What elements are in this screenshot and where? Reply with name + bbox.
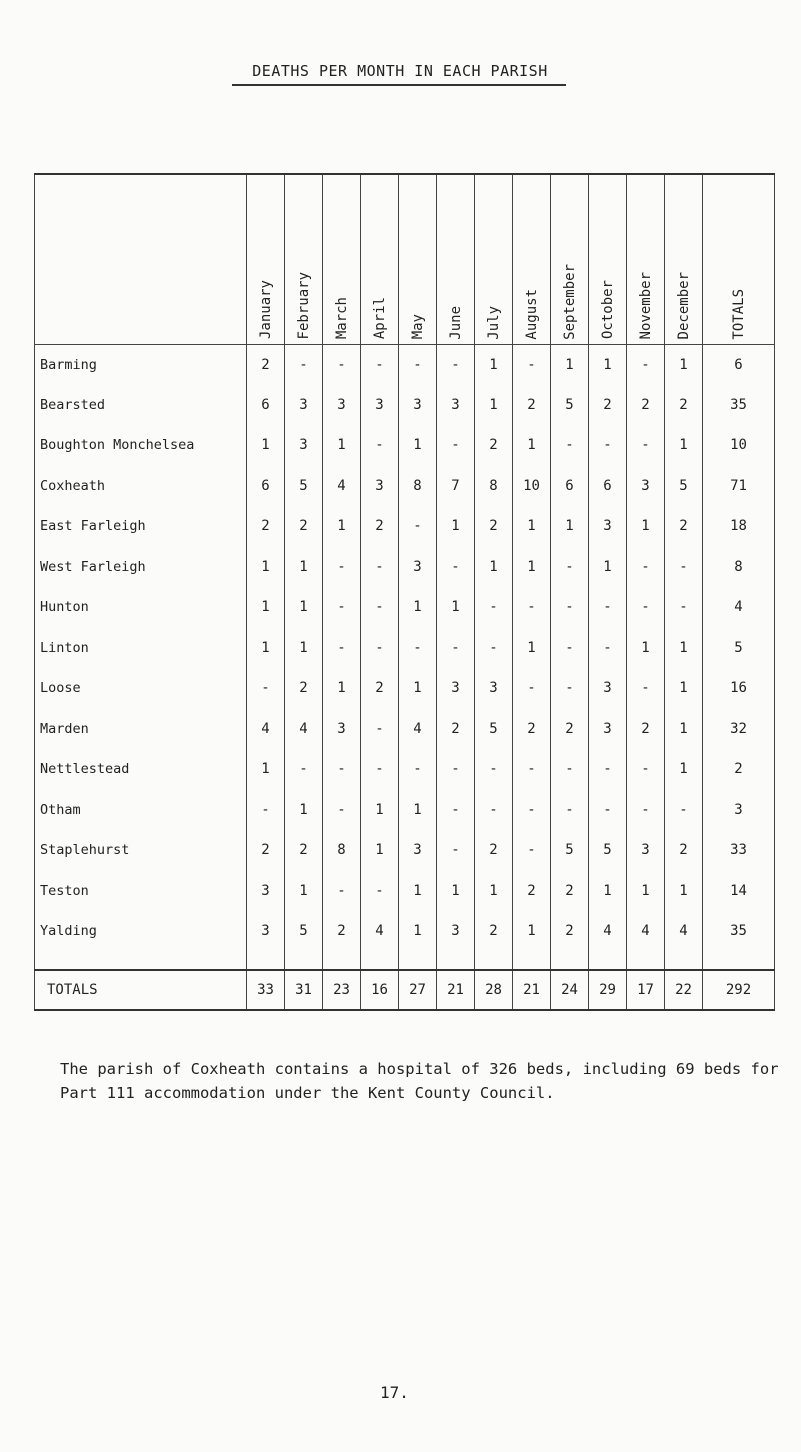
page-number: 17. (380, 1383, 409, 1402)
death-count: - (399, 749, 437, 790)
spacer-cell (437, 952, 475, 970)
death-count: 1 (551, 344, 589, 385)
death-count: 3 (437, 385, 475, 426)
death-count: - (475, 628, 513, 669)
table-row (35, 587, 775, 628)
death-count: 1 (247, 425, 285, 466)
spacer-cell (551, 952, 589, 970)
page-title: DEATHS PER MONTH IN EACH PARISH (252, 62, 548, 80)
death-count: 1 (323, 668, 361, 709)
death-count: 1 (589, 547, 627, 588)
death-count: 4 (627, 911, 665, 952)
death-count: - (551, 425, 589, 466)
death-count: - (551, 547, 589, 588)
death-count: 4 (361, 911, 399, 952)
death-count: - (323, 749, 361, 790)
death-count: - (437, 547, 475, 588)
death-count: 1 (285, 790, 323, 831)
death-count: 2 (513, 385, 551, 426)
header-january (247, 174, 285, 344)
month-total: 21 (437, 970, 475, 1010)
column-label: November (637, 272, 654, 340)
table-row (35, 385, 775, 426)
death-count: 1 (399, 911, 437, 952)
death-count: - (551, 749, 589, 790)
death-count: 6 (589, 466, 627, 507)
death-count: 1 (247, 749, 285, 790)
death-count: 3 (399, 385, 437, 426)
death-count: 2 (285, 830, 323, 871)
table-row (35, 709, 775, 750)
header-april (361, 174, 399, 344)
death-count: - (627, 344, 665, 385)
header-july (475, 174, 513, 344)
death-count: 3 (627, 466, 665, 507)
death-count: 4 (399, 709, 437, 750)
death-count: - (513, 790, 551, 831)
spacer-cell (247, 952, 285, 970)
death-count: 1 (513, 425, 551, 466)
death-count: - (399, 506, 437, 547)
header-totals (703, 174, 775, 344)
death-count: 2 (627, 385, 665, 426)
death-count: - (323, 790, 361, 831)
death-count: - (361, 749, 399, 790)
parish-name: Loose (35, 668, 247, 709)
death-count: 1 (285, 871, 323, 912)
death-count: 1 (361, 830, 399, 871)
death-count: 3 (475, 668, 513, 709)
table-row (35, 668, 775, 709)
death-count: - (247, 790, 285, 831)
death-count: - (627, 790, 665, 831)
death-count: 1 (437, 587, 475, 628)
death-count: 1 (513, 506, 551, 547)
death-count: - (361, 587, 399, 628)
death-count: - (627, 425, 665, 466)
death-count: 3 (589, 709, 627, 750)
death-count: 1 (399, 587, 437, 628)
death-count: 2 (475, 506, 513, 547)
death-count: 4 (285, 709, 323, 750)
death-count: 5 (589, 830, 627, 871)
footnote: The parish of Coxheath contains a hospital of 326 beds, including 69 beds for Part 111 accommodation under the Kent County Council. (60, 1060, 779, 1102)
parish-name: Yalding (35, 911, 247, 952)
death-count: 1 (399, 790, 437, 831)
column-label: October (599, 280, 616, 340)
death-count: 1 (437, 871, 475, 912)
death-count: 1 (247, 628, 285, 669)
death-count: 5 (285, 466, 323, 507)
parish-name: Staplehurst (35, 830, 247, 871)
death-count: - (437, 790, 475, 831)
death-count: 3 (361, 385, 399, 426)
spacer-cell (513, 952, 551, 970)
death-count: - (513, 344, 551, 385)
totals-row (35, 970, 775, 1010)
death-count: 2 (551, 871, 589, 912)
death-count: - (323, 547, 361, 588)
column-label: March (333, 297, 350, 340)
row-total: 18 (703, 506, 775, 547)
death-count: 2 (475, 911, 513, 952)
death-count: 10 (513, 466, 551, 507)
death-count: 4 (247, 709, 285, 750)
death-count: 7 (437, 466, 475, 507)
death-count: - (437, 830, 475, 871)
month-total: 33 (247, 970, 285, 1010)
column-label: January (257, 280, 274, 340)
table-row (35, 506, 775, 547)
death-count: 1 (361, 790, 399, 831)
month-total: 29 (589, 970, 627, 1010)
death-count: - (513, 668, 551, 709)
header-october (589, 174, 627, 344)
death-count: 3 (361, 466, 399, 507)
death-count: 4 (665, 911, 703, 952)
row-total: 3 (703, 790, 775, 831)
parish-name: Boughton Monchelsea (35, 425, 247, 466)
death-count: 2 (627, 709, 665, 750)
month-total: 23 (323, 970, 361, 1010)
death-count: 2 (285, 506, 323, 547)
row-total: 35 (703, 385, 775, 426)
table-row (35, 830, 775, 871)
grand-total: 292 (703, 970, 775, 1010)
header-row (35, 174, 775, 344)
death-count: - (475, 587, 513, 628)
month-total: 28 (475, 970, 513, 1010)
header-march (323, 174, 361, 344)
parish-name: Hunton (35, 587, 247, 628)
death-count: - (361, 547, 399, 588)
death-count: 1 (665, 749, 703, 790)
death-count: - (589, 628, 627, 669)
row-total: 32 (703, 709, 775, 750)
death-count: 1 (247, 547, 285, 588)
death-count: - (665, 547, 703, 588)
spacer-cell (35, 952, 247, 970)
death-count: - (437, 628, 475, 669)
death-count: 4 (589, 911, 627, 952)
death-count: 1 (589, 871, 627, 912)
death-count: - (589, 790, 627, 831)
death-count: - (589, 749, 627, 790)
death-count: 2 (247, 344, 285, 385)
spacer-cell (399, 952, 437, 970)
death-count: - (437, 344, 475, 385)
death-count: - (627, 668, 665, 709)
column-label: June (447, 305, 464, 340)
death-count: 1 (513, 628, 551, 669)
death-count: 3 (399, 547, 437, 588)
parish-name: East Farleigh (35, 506, 247, 547)
death-count: 1 (323, 425, 361, 466)
death-count: 2 (589, 385, 627, 426)
death-count: - (323, 871, 361, 912)
death-count: 5 (551, 385, 589, 426)
header-may (399, 174, 437, 344)
death-count: 6 (247, 466, 285, 507)
death-count: 5 (551, 830, 589, 871)
death-count: - (627, 587, 665, 628)
parish-name: Linton (35, 628, 247, 669)
table-row (35, 547, 775, 588)
parish-name: Coxheath (35, 466, 247, 507)
death-count: 1 (323, 506, 361, 547)
row-total: 5 (703, 628, 775, 669)
row-total: 16 (703, 668, 775, 709)
death-count: 1 (551, 506, 589, 547)
row-total: 14 (703, 871, 775, 912)
death-count: 1 (665, 709, 703, 750)
death-count: 1 (665, 425, 703, 466)
death-count: - (361, 709, 399, 750)
death-count: - (551, 790, 589, 831)
column-label: September (561, 263, 578, 340)
parish-name: Teston (35, 871, 247, 912)
death-count: 3 (285, 425, 323, 466)
death-count: 1 (627, 506, 665, 547)
death-count: 4 (323, 466, 361, 507)
death-count: 8 (323, 830, 361, 871)
death-count: 2 (665, 385, 703, 426)
death-count: - (361, 628, 399, 669)
death-count: - (475, 749, 513, 790)
header-december (665, 174, 703, 344)
table-row (35, 344, 775, 385)
death-count: 2 (475, 425, 513, 466)
death-count: 1 (665, 668, 703, 709)
parish-name: Barming (35, 344, 247, 385)
death-count: - (551, 668, 589, 709)
death-count: - (513, 830, 551, 871)
death-count: - (627, 547, 665, 588)
table-row (35, 466, 775, 507)
column-label: TOTALS (730, 288, 747, 340)
death-count: 1 (285, 547, 323, 588)
death-count: 2 (247, 830, 285, 871)
death-count: - (323, 628, 361, 669)
header-february (285, 174, 323, 344)
spacer-cell (285, 952, 323, 970)
death-count: 1 (247, 587, 285, 628)
month-total: 22 (665, 970, 703, 1010)
column-label: August (523, 288, 540, 340)
death-count: 1 (437, 506, 475, 547)
death-count: 3 (437, 668, 475, 709)
death-count: - (513, 749, 551, 790)
death-count: 8 (475, 466, 513, 507)
title-underline (232, 84, 566, 86)
row-total: 10 (703, 425, 775, 466)
table-row (35, 628, 775, 669)
death-count: 1 (399, 425, 437, 466)
header-november (627, 174, 665, 344)
death-count: - (323, 587, 361, 628)
death-count: 1 (475, 344, 513, 385)
death-count: 8 (399, 466, 437, 507)
table-row (35, 871, 775, 912)
spacer-cell (361, 952, 399, 970)
death-count: - (551, 587, 589, 628)
spacer-row (35, 952, 775, 970)
spacer-cell (589, 952, 627, 970)
death-count: 5 (665, 466, 703, 507)
death-count: 3 (399, 830, 437, 871)
death-count: 6 (551, 466, 589, 507)
death-count: 1 (513, 911, 551, 952)
row-total: 8 (703, 547, 775, 588)
death-count: 2 (513, 709, 551, 750)
row-total: 4 (703, 587, 775, 628)
spacer-cell (665, 952, 703, 970)
death-count: 2 (247, 506, 285, 547)
spacer-cell (323, 952, 361, 970)
deaths-table (34, 173, 775, 1011)
death-count: - (551, 628, 589, 669)
death-count: - (399, 628, 437, 669)
row-total: 6 (703, 344, 775, 385)
death-count: - (361, 871, 399, 912)
header-june (437, 174, 475, 344)
death-count: 5 (475, 709, 513, 750)
column-label: February (295, 272, 312, 340)
row-total: 35 (703, 911, 775, 952)
death-count: 2 (361, 506, 399, 547)
row-total: 2 (703, 749, 775, 790)
totals-label: TOTALS (35, 970, 247, 1010)
death-count: - (513, 587, 551, 628)
death-count: 3 (247, 871, 285, 912)
column-label: July (485, 305, 502, 340)
death-count: - (247, 668, 285, 709)
death-count: - (475, 790, 513, 831)
month-total: 17 (627, 970, 665, 1010)
death-count: 2 (551, 709, 589, 750)
table-row (35, 790, 775, 831)
death-count: 1 (665, 628, 703, 669)
column-label: May (409, 314, 426, 340)
death-count: - (285, 749, 323, 790)
death-count: 1 (475, 871, 513, 912)
death-count: - (361, 425, 399, 466)
death-count: 1 (627, 871, 665, 912)
death-count: - (285, 344, 323, 385)
death-count: 2 (513, 871, 551, 912)
death-count: 1 (399, 871, 437, 912)
death-count: - (323, 344, 361, 385)
death-count: 3 (285, 385, 323, 426)
death-count: 3 (589, 668, 627, 709)
month-total: 21 (513, 970, 551, 1010)
death-count: - (437, 425, 475, 466)
death-count: 5 (285, 911, 323, 952)
death-count: 3 (323, 385, 361, 426)
table-row (35, 749, 775, 790)
death-count: 2 (285, 668, 323, 709)
death-count: 1 (665, 344, 703, 385)
death-count: 3 (437, 911, 475, 952)
death-count: - (399, 344, 437, 385)
header-parish (35, 174, 247, 344)
death-count: 1 (285, 628, 323, 669)
death-count: 1 (475, 547, 513, 588)
death-count: 6 (247, 385, 285, 426)
column-label: April (371, 297, 388, 340)
death-count: 3 (589, 506, 627, 547)
death-count: 2 (323, 911, 361, 952)
month-total: 31 (285, 970, 323, 1010)
death-count: 2 (437, 709, 475, 750)
death-count: 2 (551, 911, 589, 952)
death-count: - (627, 749, 665, 790)
death-count: 1 (475, 385, 513, 426)
death-count: 1 (285, 587, 323, 628)
death-count: 1 (399, 668, 437, 709)
death-count: - (665, 587, 703, 628)
death-count: 3 (247, 911, 285, 952)
spacer-cell (627, 952, 665, 970)
parish-name: West Farleigh (35, 547, 247, 588)
month-total: 27 (399, 970, 437, 1010)
month-total: 24 (551, 970, 589, 1010)
death-count: - (589, 587, 627, 628)
header-august (513, 174, 551, 344)
column-label: December (675, 272, 692, 340)
death-count: - (361, 344, 399, 385)
death-count: 1 (589, 344, 627, 385)
death-count: 2 (361, 668, 399, 709)
death-count: 1 (627, 628, 665, 669)
death-count: 2 (665, 830, 703, 871)
table-row (35, 911, 775, 952)
spacer-cell (703, 952, 775, 970)
death-count: - (437, 749, 475, 790)
month-total: 16 (361, 970, 399, 1010)
death-count: 1 (513, 547, 551, 588)
parish-name: Bearsted (35, 385, 247, 426)
parish-name: Otham (35, 790, 247, 831)
parish-name: Nettlestead (35, 749, 247, 790)
row-total: 33 (703, 830, 775, 871)
table-row (35, 425, 775, 466)
header-september (551, 174, 589, 344)
death-count: - (665, 790, 703, 831)
parish-name: Marden (35, 709, 247, 750)
death-count: 1 (665, 871, 703, 912)
death-count: 3 (627, 830, 665, 871)
death-count: 2 (665, 506, 703, 547)
death-count: 3 (323, 709, 361, 750)
spacer-cell (475, 952, 513, 970)
death-count: - (589, 425, 627, 466)
row-total: 71 (703, 466, 775, 507)
death-count: 2 (475, 830, 513, 871)
